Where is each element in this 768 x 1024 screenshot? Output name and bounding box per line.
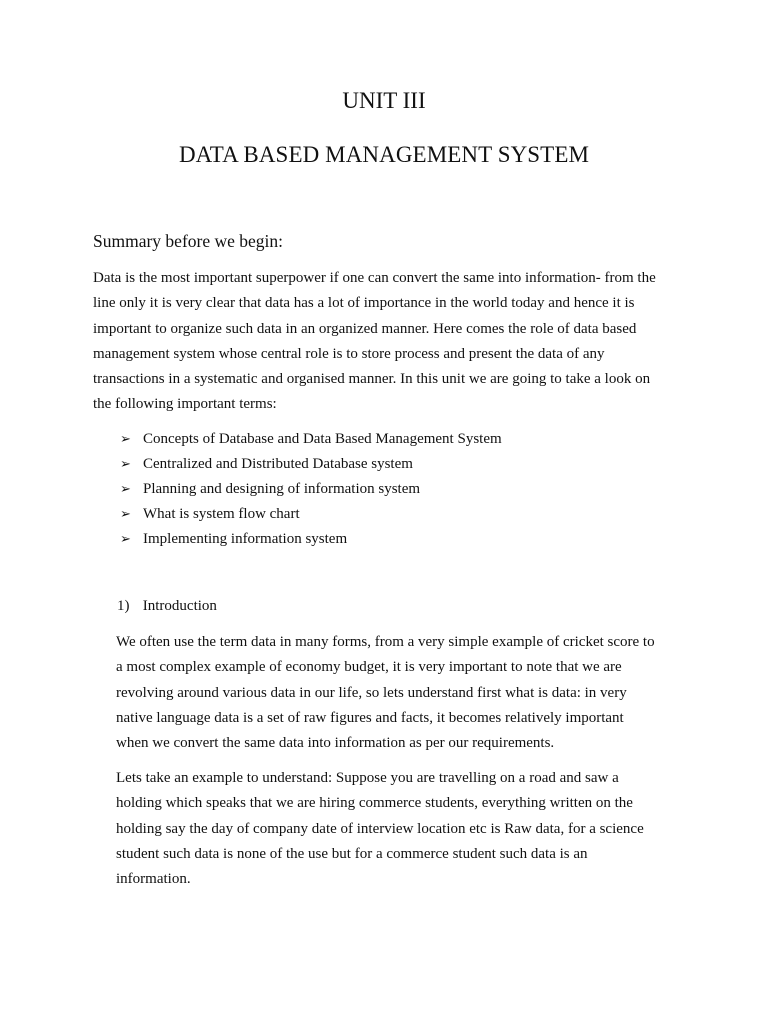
- arrow-bullet-icon: ➢: [120, 432, 131, 447]
- text-line: information.: [116, 871, 191, 888]
- text-line: a most complex example of economy budget, it is very important to note that we are: [116, 659, 622, 676]
- text-line: when we convert the same data into information as per our requirements.: [116, 735, 555, 752]
- list-item-text: Concepts of Database and Data Based Management System: [143, 431, 502, 447]
- example-paragraph: [116, 766, 686, 892]
- section-title: Introduction: [142, 598, 217, 614]
- text-line: Lets take an example to understand: Suppose you are travelling on a road and saw a: [116, 770, 619, 786]
- text-line: Data is the most important superpower if one can convert the same into information- from the: [93, 270, 656, 286]
- list-item-text: Planning and designing of information system: [143, 481, 421, 497]
- list-item-text: Centralized and Distributed Database system: [143, 456, 413, 472]
- text-line: transactions in a systematic and organised manner. In this unit we are going to take a look on: [93, 371, 651, 388]
- summary-paragraph: [93, 266, 693, 418]
- list-item: [120, 477, 502, 502]
- list-item: [120, 427, 502, 452]
- topics-list: [120, 427, 502, 552]
- list-item-text: Implementing information system: [143, 531, 348, 547]
- list-item: [120, 527, 502, 552]
- text-line: native language data is a set of raw figures and facts, it becomes relatively important: [116, 709, 624, 726]
- arrow-bullet-icon: ➢: [120, 507, 131, 522]
- text-line: holding which speaks that we are hiring commerce students, everything written on the: [116, 795, 633, 812]
- arrow-bullet-icon: ➢: [120, 482, 131, 497]
- section-heading-introduction: [117, 598, 217, 615]
- list-item: [120, 502, 502, 527]
- text-line: student such data is none of the use but for a commerce student such data is an: [116, 845, 588, 862]
- text-line: management system whose central role is to store process and present the data of any: [93, 345, 605, 362]
- text-line: holding say the day of company date of interview location etc is Raw data, for a science: [116, 820, 644, 837]
- list-item-text: What is system flow chart: [143, 506, 300, 522]
- arrow-bullet-icon: ➢: [120, 457, 131, 472]
- arrow-bullet-icon: ➢: [120, 532, 131, 547]
- unit-title: UNIT III: [342, 88, 426, 113]
- text-line: revolving around various data in our life, so lets understand first what is data: in very: [116, 684, 627, 701]
- text-line: line only it is very clear that data has a lot of importance in the world today and hence it is: [93, 295, 635, 312]
- main-title: DATA BASED MANAGEMENT SYSTEM: [178, 142, 590, 167]
- list-item: [120, 452, 502, 477]
- text-line: the following important terms:: [93, 396, 277, 413]
- summary-heading: Summary before we begin:: [93, 231, 284, 251]
- text-line: important to organize such data in an organized manner. Here comes the role of data based: [93, 320, 637, 337]
- text-line: We often use the term data in many forms, from a very simple example of cricket score to: [116, 634, 655, 650]
- section-number: 1): [117, 598, 130, 614]
- introduction-paragraph: [116, 630, 686, 756]
